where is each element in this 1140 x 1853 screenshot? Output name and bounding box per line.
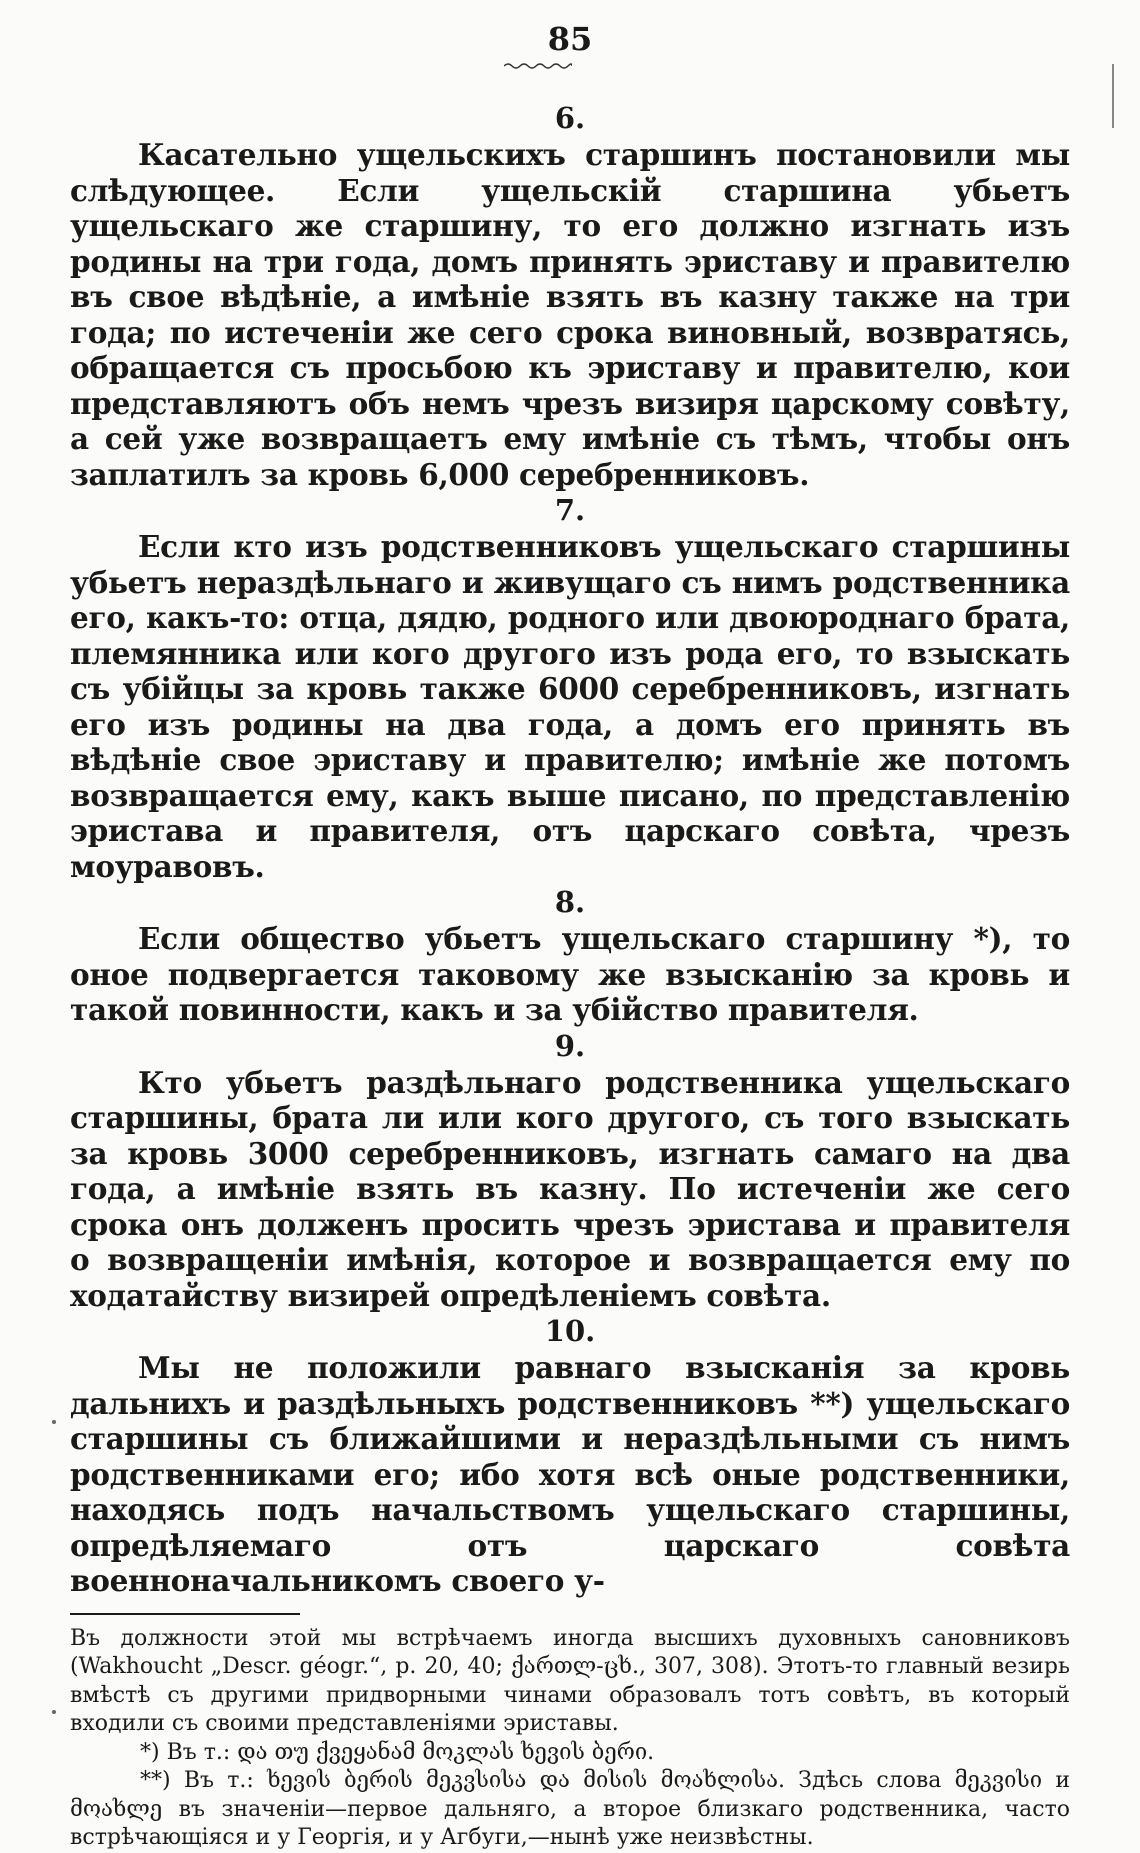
page-number: 85 <box>547 20 593 58</box>
section-paragraph: Если общество убьетъ ущельскаго старшину *), то оное подвергается таковому же взысканію за кровь и такой повинности, какъ и за убійство правителя. <box>70 921 1070 1027</box>
section-number: 7. <box>554 493 586 527</box>
section-paragraph: Если кто изъ родственниковъ ущельскаго старшины убьетъ нераздѣльнаго и живущаго съ нимъ родственника его, какъ-то: отца, дядю, родного или двоюроднаго брата, племянника или кого другого изъ рода его, то взыскать съ убійцы за кровь также 6000 серебренниковъ, изгнать его изъ родины на два года, а домъ его принять въ вѣдѣніе свое эриставу и правителю; имѣніе же потомъ возвращается ему, какъ выше писано, по представленію эристава и правителя, отъ царскаго совѣта, чрезъ моуравовъ. <box>70 529 1070 884</box>
book-page <box>70 0 1070 1850</box>
footnote-main: Въ должности этой мы встрѣчаемъ иногда высшихъ духовныхъ сановниковъ (Wakhoucht „Descr. géogr.“, p. 20, 40; ქართლ-ცხ., 307, 308). Этотъ-то главный везирь вмѣстѣ съ другими придворными чинами образовалъ тотъ совѣтъ, въ который входили съ своими представленіями эриставы. <box>70 1625 1070 1736</box>
section-number: 6. <box>554 101 586 135</box>
margin-mark <box>1112 64 1114 128</box>
print-speck <box>52 1420 56 1424</box>
section-number: 9. <box>554 1028 586 1063</box>
section-paragraph: Кто убьетъ раздѣльнаго родственника ущельскаго старшины, брата ли или кого другого, съ того взыскать за кровь 3000 серебренниковъ, изгнать самаго на два года, а имѣніе взять въ казну. По истеченіи же сего срока онъ долженъ просить чрезъ эристава и правителя о возвращеніи имѣнія, которое и возвращается ему по ходатайству визирей опредѣленіемъ совѣта. <box>70 1064 1070 1313</box>
section-number: 10. <box>544 1314 596 1348</box>
footnote-double-star: **) Въ т.: ხევის ბერის მეკვსისა და მისის მოახლისა. Здѣсь слова მეკვისი и მოახლე въ значеніи—первое дальняго, а второе близкаго родственника, часто встрѣчающіяся и у Георгія, и у Агбуги,—нынѣ уже неизвѣстны. <box>70 1768 1070 1850</box>
page-number-ornament <box>504 62 572 70</box>
section-paragraph: Мы не положили равнаго взысканія за кровь дальнихъ и раздѣльныхъ родственниковъ **) ущельскаго старшины съ ближайшими и нераздѣльными съ нимъ родственниками его; ибо хотя всѣ оные родственники, находясь подъ начальствомъ ущельскаго старшины, опредѣляемаго отъ царскаго совѣта военноначальникомъ своего у- <box>70 1350 1070 1598</box>
footnote-separator <box>70 1613 300 1615</box>
section-paragraph: Касательно ущельскихъ старшинъ постановили мы слѣдующее. Если ущельскій старшина убьетъ ущельскаго же старшину, то его должно изгнать изъ родины на три года, домъ принять эриставу и правителю въ свое вѣдѣніе, а имѣніе взять въ казну также на три года; по истеченіи же сего срока виновный, возвратясь, обращается съ просьбою къ эриставу и правителю, кои представляютъ объ немъ чрезъ визиря царскому совѣту, а сей уже возвращаетъ ему имѣніе съ тѣмъ, чтобы онъ заплатилъ за кровь 6,000 серебренниковъ. <box>70 137 1070 492</box>
footnote-star: *) Въ т.: და თუ ქვეყანამ მოკლას ხევის ბერი. <box>140 1739 655 1765</box>
print-speck <box>52 1710 56 1714</box>
section-number: 8. <box>554 885 586 919</box>
main-text <box>70 100 1070 1853</box>
